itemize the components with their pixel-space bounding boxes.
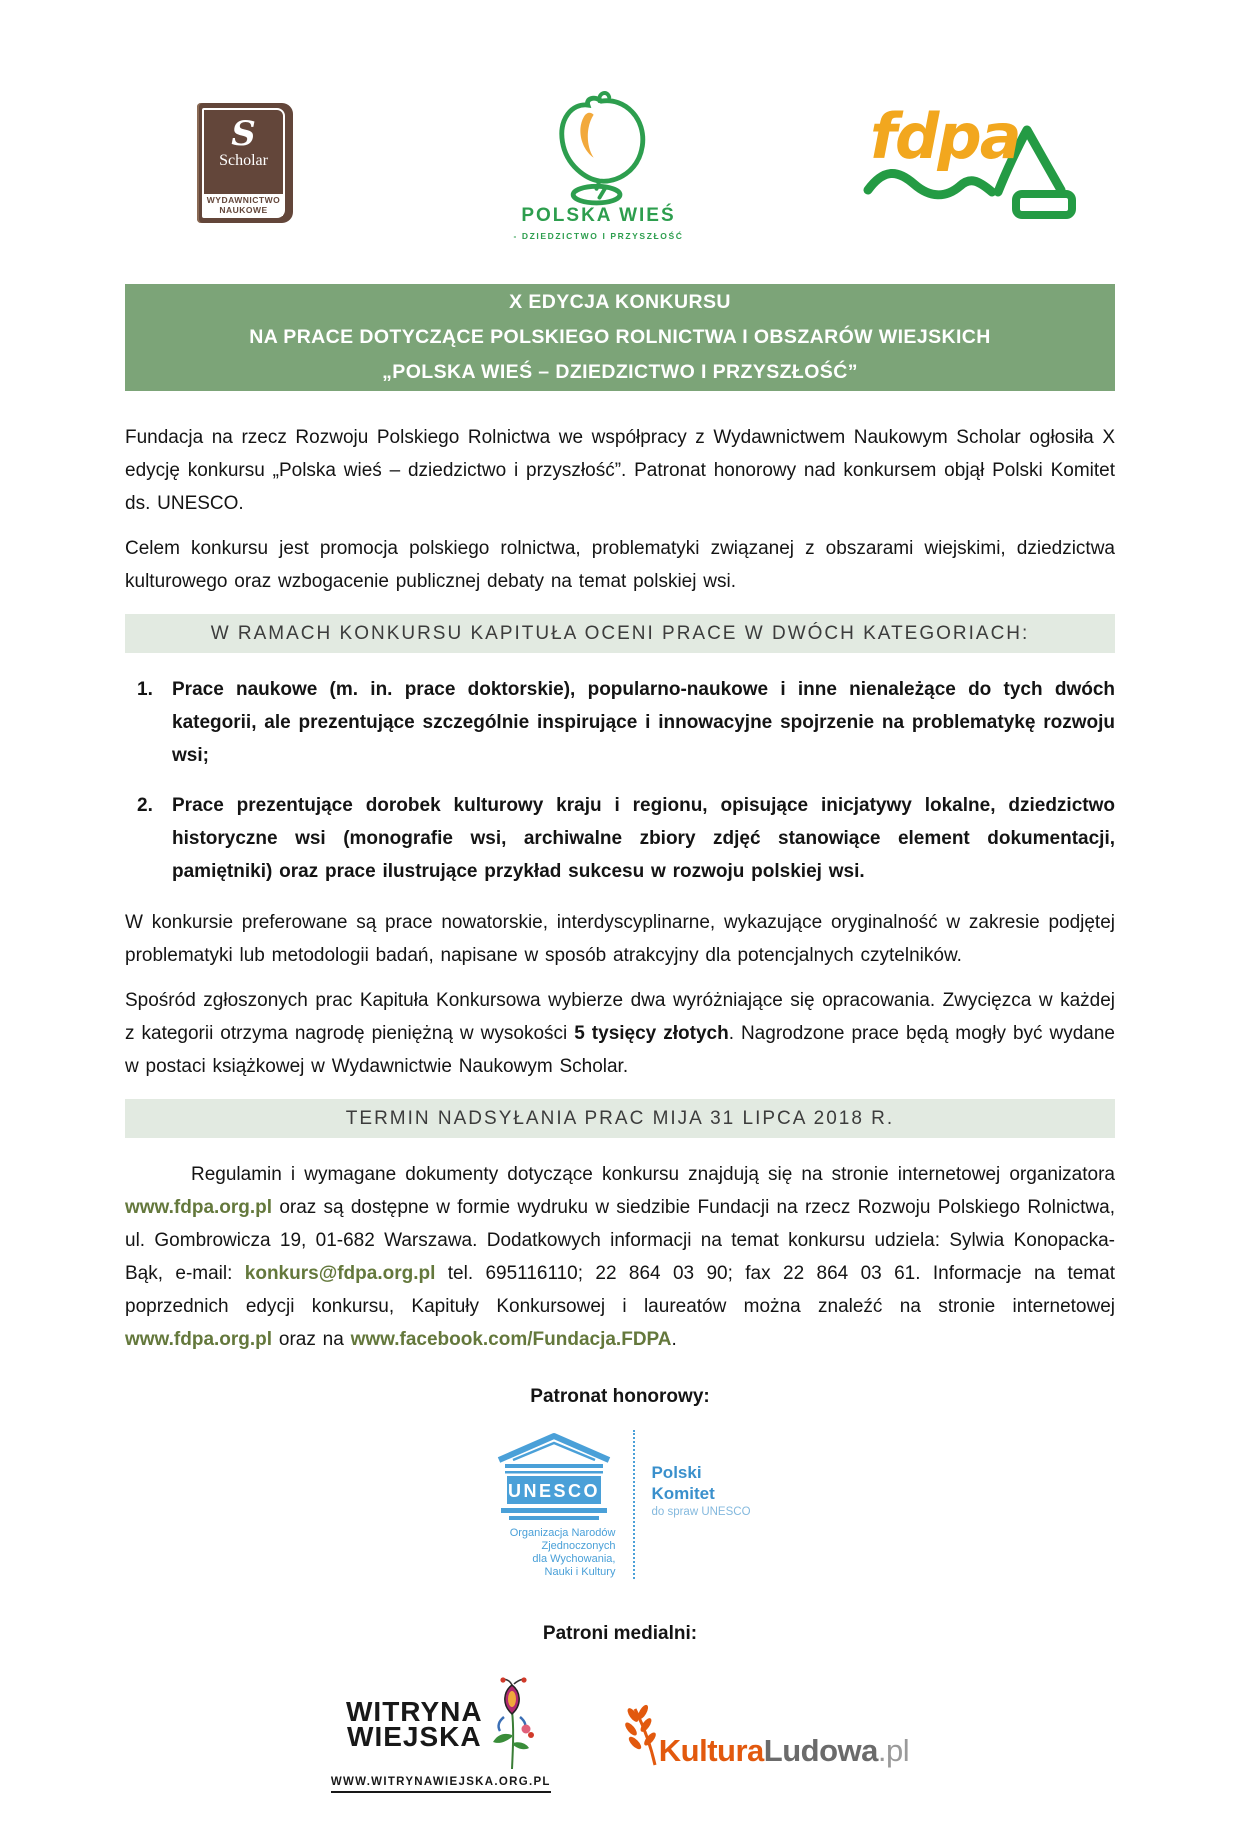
committee-line3: do spraw UNESCO bbox=[651, 1506, 751, 1518]
fdpa-website-link-2[interactable]: www.fdpa.org.pl bbox=[125, 1329, 273, 1350]
folk-flower-icon bbox=[488, 1677, 536, 1771]
unesco-org-line3: dla Wychowania, bbox=[532, 1553, 616, 1565]
unesco-logo-block bbox=[125, 1430, 1115, 1579]
unesco-org-line2: Zjednoczonych bbox=[541, 1540, 616, 1552]
title-line1: X EDYCJA KONKURSU bbox=[509, 291, 731, 313]
committee-line1: Polski bbox=[651, 1463, 702, 1482]
fdpa-wordmark: fdpa bbox=[870, 100, 1020, 173]
kultura-wordmark-part2: Ludowa bbox=[763, 1733, 878, 1768]
title-line3: „POLSKA WIEŚ – DZIEDZICTWO I PRZYSZŁOŚĆ” bbox=[382, 361, 858, 383]
kultura-wordmark-part1: Kultura bbox=[658, 1733, 764, 1768]
scholar-publisher-logo bbox=[185, 103, 305, 223]
fdpa-website-link[interactable]: www.fdpa.org.pl bbox=[125, 1197, 273, 1218]
title-line2: NA PRACE DOTYCZĄCE POLSKIEGO ROLNICTWA I OBSZARÓW WIEJSKICH bbox=[249, 326, 991, 348]
p4-text-1: Spośród zgłoszonych prac Kapituła Konkursowa wybierze dwa wyróżniające się opracowania. Zwycięzca w każdej z kategorii otrzyma nagrodę pieniężną w wysokości bbox=[125, 990, 1115, 1044]
patronage-heading: Patronat honorowy: bbox=[530, 1386, 710, 1407]
witryna-wiejska-logo bbox=[331, 1677, 551, 1793]
deadline-banner: TERMIN NADSYŁANIA PRAC MIJA 31 LIPCA 2018 R. bbox=[125, 1099, 1115, 1138]
unesco-temple-icon bbox=[489, 1430, 619, 1522]
fdpa-logo bbox=[862, 100, 1100, 222]
unesco-org-line4: Nauki i Kultury bbox=[544, 1566, 616, 1578]
title-banner bbox=[125, 284, 1115, 391]
contact-text-1: Regulamin i wymagane dokumenty dotyczące konkursu znajdują się na stronie internetowej organizatora bbox=[191, 1164, 1115, 1185]
category-text-1: Prace naukowe (m. in. prace doktorskie), popularno-naukowe i inne nienależące do tych dwóch kategorii, ale prezentujące szczególnie inspirujące i innowacyjne spojrzenie na problematykę rozwoju wsi; bbox=[172, 679, 1115, 766]
committee-line2: Komitet bbox=[651, 1484, 715, 1503]
scholar-initial: S bbox=[231, 114, 256, 154]
contact-text-2: oraz są dostępne w formie wydruku w siedzibie Fundacji na rzecz Rozwoju Polskiego Rolnictwa, ul. Gombrowicza 19, 01-682 Warszawa. Dodatkowych informacji na temat konkursu udziela: Sylwia Konopacka-Bąk, e-mail: bbox=[125, 1197, 1115, 1284]
document-page bbox=[0, 92, 1240, 1846]
body-paragraph-4 bbox=[125, 984, 1115, 1083]
facebook-link[interactable]: www.facebook.com/Fundacja.FDPA bbox=[350, 1329, 672, 1350]
polska-wies-subtitle: - DZIEDZICTWO I PRZYSZŁOŚĆ bbox=[513, 231, 684, 241]
prize-amount: 5 tysięcy złotych bbox=[574, 1023, 729, 1044]
witryna-line2: WIEJSKA bbox=[347, 1721, 482, 1752]
witryna-url[interactable]: WWW.WITRYNAWIEJSKA.ORG.PL bbox=[331, 1776, 551, 1793]
contact-paragraph bbox=[125, 1158, 1115, 1356]
book-icon bbox=[197, 103, 293, 223]
media-patrons-heading: Patroni medialni: bbox=[542, 1623, 698, 1644]
unesco-org-line1: Organizacja Narodów bbox=[509, 1527, 616, 1539]
category-text-2: Prace prezentujące dorobek kulturowy kraju i regionu, opisujące inicjatywy lokalne, dziedzictwo historyczne wsi (monografie wsi, archiwalne zbiory zdjęć stanowiące element dokumentacji, pamiętniki) oraz prace ilustrujące przykład sukcesu w rozwoju polskiej wsi. bbox=[172, 795, 1115, 882]
contact-text-3: tel. 695116110; 22 864 03 90; fax 22 864 03 61. Informacje na temat poprzednich edycji konkursu, Kapituły Konkursowej i laureatów można znaleźć na stronie internetowej bbox=[125, 1263, 1115, 1317]
categories-banner: W RAMACH KONKURSU KAPITUŁA OCENI PRACE W DWÓCH KATEGORIACH: bbox=[125, 614, 1115, 653]
intro-paragraph-1: Fundacja na rzecz Rozwoju Polskiego Rolnictwa we współpracy z Wydawnictwem Naukowym Scholar ogłosiła X edycję konkursu „Polska wieś – dziedzictwo i przyszłość”. Patronat honorowy nad konkursem objął Polski Komitet ds. UNESCO. bbox=[125, 427, 1115, 514]
body-paragraph-3: W konkursie preferowane są prace nowatorskie, interdyscyplinarne, wykazujące oryginalność w zakresie podjętej problematyki lub metodologii badań, napisane w sposób atrakcyjny dla potencjalnych czytelników. bbox=[125, 912, 1115, 966]
contact-text-4: oraz na bbox=[272, 1329, 351, 1350]
category-number-2: 2. bbox=[137, 795, 153, 816]
contact-text-5: . bbox=[671, 1329, 677, 1350]
category-item-1 bbox=[125, 673, 1115, 772]
scholar-sub-line2: NAUKOWE bbox=[219, 204, 268, 215]
contest-email-link[interactable]: konkurs@fdpa.org.pl bbox=[244, 1263, 436, 1284]
category-number-1: 1. bbox=[137, 679, 153, 700]
unesco-letters: UNESCO bbox=[508, 1481, 601, 1501]
header-logos bbox=[185, 92, 1100, 241]
p4-text-2: . Nagrodzone prace będą mogły być wydane w postaci książkowej w Wydawnictwie Naukowym Scholar. bbox=[125, 1023, 1115, 1077]
media-logos bbox=[125, 1677, 1115, 1793]
polska-wies-title: POLSKA WIEŚ bbox=[521, 205, 676, 226]
scholar-wordmark: Scholar bbox=[219, 152, 268, 169]
polska-wies-logo bbox=[494, 85, 704, 241]
intro-paragraph-2: Celem konkursu jest promocja polskiego rolnictwa, problematyki związanej z obszarami wiejskimi, dziedzictwa kulturowego oraz wzbogacenie publicznej debaty na temat polskiej wsi. bbox=[125, 538, 1115, 592]
kultura-ludowa-logo bbox=[623, 1703, 909, 1769]
apple-icon bbox=[543, 85, 655, 203]
witryna-line1: WITRYNA bbox=[346, 1696, 483, 1727]
scholar-sub-line1: WYDAWNICTWO bbox=[206, 195, 281, 205]
kultura-wordmark-part3: .pl bbox=[877, 1733, 910, 1768]
category-item-2 bbox=[125, 789, 1115, 888]
